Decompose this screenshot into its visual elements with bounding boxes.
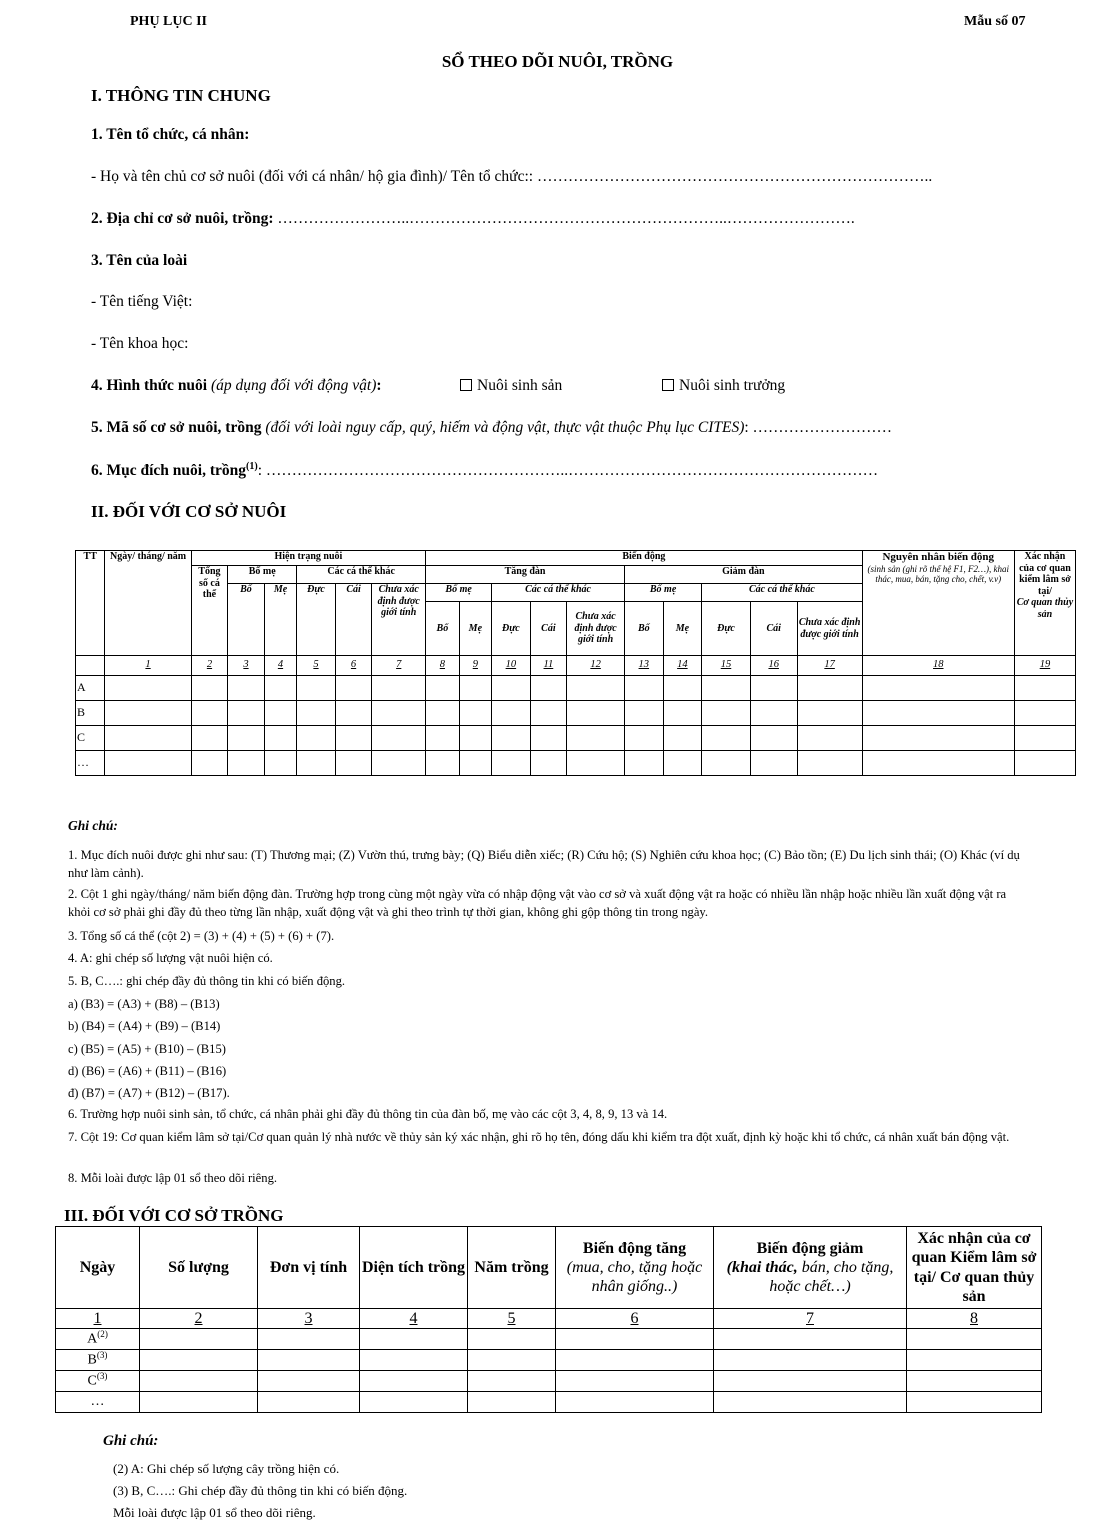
th-total: Tổng số cá thể xyxy=(191,566,228,656)
cell[interactable] xyxy=(264,676,296,701)
item-5-label: 5. Mã số cơ sở nuôi, trồng xyxy=(91,419,266,436)
cell[interactable] xyxy=(556,1350,714,1371)
cell[interactable] xyxy=(625,676,664,701)
cell[interactable] xyxy=(750,701,797,726)
cell[interactable] xyxy=(862,701,1014,726)
item-3-label: 3. Tên của loài xyxy=(91,252,188,269)
cell[interactable] xyxy=(372,701,426,726)
section-1-title: I. THÔNG TIN CHUNG xyxy=(91,86,271,105)
th-inc-male: Đực xyxy=(492,602,531,656)
cell[interactable] xyxy=(140,1371,258,1392)
cell[interactable] xyxy=(459,701,491,726)
cell[interactable] xyxy=(191,726,228,751)
livestock-table xyxy=(75,550,1076,776)
th-dec-male: Đực xyxy=(702,602,751,656)
cell[interactable] xyxy=(567,701,625,726)
note-5e: đ) (B7) = (A7) + (B12) – (B17). xyxy=(68,1086,230,1100)
item-6-label: 6. Mục đích nuôi, trồng xyxy=(91,462,247,480)
th-date: Ngày/ tháng/ năm xyxy=(105,551,191,656)
cell[interactable] xyxy=(468,1392,556,1413)
cell[interactable] xyxy=(797,726,862,751)
th-mother: Mẹ xyxy=(264,584,296,656)
plant-note-2: (3) B, C….: Ghi chép đầy đủ thông tin khi có biến động. xyxy=(113,1483,408,1498)
table-row xyxy=(56,1350,1042,1371)
th-cause-main: Nguyên nhân biến động xyxy=(882,551,995,563)
th-inc-female: Cái xyxy=(530,602,567,656)
plant-note-3: Mỗi loài được lập 01 sổ theo dõi riêng. xyxy=(113,1505,316,1520)
cell[interactable] xyxy=(492,701,531,726)
th-day: Ngày xyxy=(56,1227,140,1309)
col-num: 1 xyxy=(105,656,191,676)
item-4-note: (áp dụng đối với động vật) xyxy=(211,377,377,394)
cell[interactable] xyxy=(530,676,567,701)
cell[interactable] xyxy=(530,701,567,726)
col-num: 19 xyxy=(1014,656,1075,676)
col-num: 9 xyxy=(459,656,491,676)
option-breeding-label: Nuôi sinh sản xyxy=(477,377,563,394)
item-1-label: 1. Tên tổ chức, cá nhân: xyxy=(91,126,250,143)
item-3-scientific-name: - Tên khoa học: xyxy=(91,335,189,352)
cell[interactable] xyxy=(663,676,702,701)
cell[interactable] xyxy=(140,1350,258,1371)
cell[interactable] xyxy=(663,726,702,751)
row-label-sup: (2) xyxy=(97,1329,108,1340)
form-number: Mẫu số 07 xyxy=(964,14,1026,29)
th-inc-undetermined: Chưa xác định được giới tính xyxy=(567,602,625,656)
col-num: 4 xyxy=(360,1309,468,1329)
cell[interactable] xyxy=(492,751,531,776)
row-label: A xyxy=(76,676,105,701)
cell[interactable] xyxy=(335,701,372,726)
cell[interactable] xyxy=(426,701,459,726)
th-decrease-sub-bold: (khai thác, xyxy=(726,1258,798,1276)
plant-column-number-row xyxy=(56,1309,1042,1329)
table-row xyxy=(56,1392,1042,1413)
cell[interactable] xyxy=(228,726,265,751)
th-quantity: Số lượng xyxy=(140,1227,258,1309)
th-others: Các cá thể khác xyxy=(297,566,426,584)
cell[interactable] xyxy=(105,751,191,776)
section-3-title: III. ĐỐI VỚI CƠ SỞ TRỒNG xyxy=(64,1206,284,1225)
row-label xyxy=(56,1350,140,1371)
cell[interactable] xyxy=(468,1329,556,1350)
cell[interactable] xyxy=(556,1392,714,1413)
th-current: Hiện trạng nuôi xyxy=(191,551,425,566)
cell[interactable] xyxy=(258,1392,360,1413)
cell[interactable] xyxy=(258,1371,360,1392)
cell[interactable] xyxy=(625,726,664,751)
col-num: 8 xyxy=(426,656,459,676)
cell[interactable] xyxy=(750,676,797,701)
th-dec-undetermined: Chưa xác định được giới tính xyxy=(797,602,862,656)
cell[interactable] xyxy=(426,726,459,751)
row-label xyxy=(56,1371,140,1392)
item-5-note: (đối với loài nguy cấp, quý, hiếm và động vật, thực vật thuộc Phụ lục CITES) xyxy=(265,419,745,436)
cell[interactable] xyxy=(459,726,491,751)
cell[interactable] xyxy=(191,751,228,776)
cell[interactable] xyxy=(459,751,491,776)
cell[interactable] xyxy=(907,1350,1042,1371)
cell[interactable] xyxy=(264,701,296,726)
note-5a: a) (B3) = (A3) + (B8) – (B13) xyxy=(68,997,220,1011)
th-father: Bố xyxy=(228,584,265,656)
cell[interactable] xyxy=(1014,726,1075,751)
row-label-sup: (3) xyxy=(96,1371,108,1382)
cell[interactable] xyxy=(360,1350,468,1371)
cell[interactable] xyxy=(258,1329,360,1350)
th-inc-parents: Bố mẹ xyxy=(426,584,492,602)
table-row xyxy=(56,1329,1042,1350)
th-dec-mother: Mẹ xyxy=(663,602,702,656)
col-num: 17 xyxy=(797,656,862,676)
option-growing-label: Nuôi sinh trưởng xyxy=(679,377,786,394)
cell[interactable] xyxy=(530,751,567,776)
note-6: 6. Trường hợp nuôi sinh sản, tổ chức, cá nhân phải ghi đầy đủ thông tin của đàn bố, mẹ vào các cột 3, 4, 8, 9, 13 và 14. xyxy=(68,1107,668,1121)
cell[interactable] xyxy=(105,676,191,701)
cell[interactable] xyxy=(750,726,797,751)
th-confirm xyxy=(1014,551,1075,656)
cell[interactable] xyxy=(907,1371,1042,1392)
th-change: Biến động xyxy=(426,551,863,566)
item-4-label: 4. Hình thức nuôi xyxy=(91,377,211,394)
col-num: 12 xyxy=(567,656,625,676)
cell[interactable] xyxy=(360,1371,468,1392)
annex-label: PHỤ LỤC II xyxy=(130,14,208,29)
cell[interactable] xyxy=(426,676,459,701)
th-inc-father: Bố xyxy=(426,602,459,656)
cell[interactable] xyxy=(105,701,191,726)
checkbox-icon[interactable] xyxy=(460,379,472,391)
plant-note-1: (2) A: Ghi chép số lượng cây trồng hiện có. xyxy=(113,1461,340,1476)
th-confirm-italic: Cơ quan thủy sản xyxy=(1016,597,1074,620)
checkbox-icon[interactable] xyxy=(662,379,674,391)
cell[interactable] xyxy=(297,751,336,776)
th-increase: Tăng đàn xyxy=(426,566,625,584)
th-male: Đực xyxy=(297,584,336,656)
col-num: 1 xyxy=(56,1309,140,1329)
cell[interactable] xyxy=(862,751,1014,776)
column-number-row xyxy=(76,656,1076,676)
item-3-vietnamese-name: - Tên tiếng Việt: xyxy=(91,293,193,310)
th-undetermined: Chưa xác định được giới tính xyxy=(372,584,426,656)
item-1-owner-label: - Họ và tên chủ cơ sở nuôi (đối với cá nhân/ hộ gia đình)/ Tên tổ chức:: xyxy=(91,168,537,185)
row-label-text: … xyxy=(90,1393,105,1409)
note-5d: d) (B6) = (A6) + (B11) – (B16) xyxy=(68,1064,227,1078)
col-num: 2 xyxy=(140,1309,258,1329)
cell[interactable] xyxy=(228,751,265,776)
plant-header-row xyxy=(56,1227,1042,1309)
item-5-line xyxy=(91,419,892,437)
th-dec-female: Cái xyxy=(750,602,797,656)
cell[interactable] xyxy=(750,751,797,776)
cell[interactable] xyxy=(264,726,296,751)
col-num: 15 xyxy=(702,656,751,676)
th-dec-parents: Bố mẹ xyxy=(625,584,702,602)
th-dec-others: Các cá thể khác xyxy=(702,584,863,602)
cell[interactable] xyxy=(1014,751,1075,776)
th-decrease xyxy=(714,1227,907,1309)
cell[interactable] xyxy=(702,676,751,701)
note-3: 3. Tổng số cá thể (cột 2) = (3) + (4) + (5) + (6) + (7). xyxy=(68,929,335,943)
th-female: Cái xyxy=(335,584,372,656)
item-4-line xyxy=(91,377,382,395)
th-dec-father: Bố xyxy=(625,602,664,656)
col-num: 13 xyxy=(625,656,664,676)
cell[interactable] xyxy=(335,726,372,751)
col-num: 2 xyxy=(191,656,228,676)
cell[interactable] xyxy=(140,1329,258,1350)
col-num: 8 xyxy=(907,1309,1042,1329)
note-1: 1. Mục đích nuôi được ghi như sau: (T) Thương mại; (Z) Vườn thú, trưng bày; (Q) Biểu diễn xiếc; (R) Cứu hộ; (S) Nghiên cứu khoa học; (C) Bảo tồn; (E) Du lịch sinh thái; (O) Khác (ví dụ như làm cảnh). xyxy=(68,848,1020,880)
cell[interactable] xyxy=(105,726,191,751)
cell[interactable] xyxy=(714,1371,907,1392)
cell[interactable] xyxy=(492,726,531,751)
cell[interactable] xyxy=(663,751,702,776)
th-inc-others: Các cá thể khác xyxy=(492,584,625,602)
cell[interactable] xyxy=(663,701,702,726)
note-8: 8. Mỗi loài được lập 01 sổ theo dõi riêng. xyxy=(68,1171,278,1185)
cell[interactable] xyxy=(907,1329,1042,1350)
cell[interactable] xyxy=(492,676,531,701)
cell[interactable] xyxy=(360,1392,468,1413)
cell[interactable] xyxy=(372,726,426,751)
cell[interactable] xyxy=(714,1329,907,1350)
th-decrease-sub: bán, cho tặng, hoặc chết…) xyxy=(769,1258,894,1296)
col-num: 4 xyxy=(264,656,296,676)
cell[interactable] xyxy=(567,676,625,701)
col-num: 7 xyxy=(372,656,426,676)
cell[interactable] xyxy=(702,726,751,751)
item-2-line xyxy=(91,210,855,228)
note-2: 2. Cột 1 ghi ngày/tháng/ năm biến động đàn. Trường hợp trong cùng một ngày vừa có nhập động vật vào cơ sở và xuất động vật ra hoặc có nhiều lần nhập hoặc nhiều lần xuất động vật ra khỏi cơ sở phải ghi đầy đủ theo từng lần nhập, xuất động vật và ghi theo trình tự thời gian, không ghi gộp thông tin trong ngày. xyxy=(68,887,1007,919)
item-6-purpose-field[interactable]: : …………………………………………………..…………………………………………………… xyxy=(257,462,879,480)
col-num: 3 xyxy=(228,656,265,676)
note-5: 5. B, C….: ghi chép đầy đủ thông tin khi có biến động. xyxy=(68,974,346,988)
cell[interactable] xyxy=(258,1350,360,1371)
col-num: 6 xyxy=(556,1309,714,1329)
cell[interactable] xyxy=(372,676,426,701)
cell[interactable] xyxy=(297,701,336,726)
col-num: 5 xyxy=(297,656,336,676)
col-num: 3 xyxy=(258,1309,360,1329)
cell[interactable] xyxy=(567,751,625,776)
col-num: 5 xyxy=(468,1309,556,1329)
document-title: SỔ THEO DÕI NUÔI, TRỒNG xyxy=(441,52,674,71)
note-7: 7. Cột 19: Cơ quan kiểm lâm sở tại/Cơ quan quản lý nhà nước về thủy sản ký xác nhận, ghi rõ họ tên, đóng dấu khi kiểm tra đột xuất, định kỳ hoặc khi tổ chức, cá nhân xuất bán động vật. xyxy=(68,1130,1010,1144)
row-label-text: C xyxy=(87,1374,97,1390)
th-inc-mother: Mẹ xyxy=(459,602,491,656)
th-tt: TT xyxy=(76,551,105,656)
row-label: C xyxy=(76,726,105,751)
cell[interactable] xyxy=(1014,676,1075,701)
item-2-address-field[interactable]: ……………………..……………………………………………………..……………………. xyxy=(277,210,855,227)
col-num: 6 xyxy=(335,656,372,676)
cell[interactable] xyxy=(556,1329,714,1350)
cell[interactable] xyxy=(335,751,372,776)
cell[interactable] xyxy=(797,701,862,726)
th-confirm-main: Xác nhận của cơ quan kiểm lâm sở tại/ xyxy=(1019,551,1071,597)
cell[interactable] xyxy=(714,1392,907,1413)
col-num: 14 xyxy=(663,656,702,676)
row-label: B xyxy=(76,701,105,726)
th-decrease: Giảm đàn xyxy=(625,566,863,584)
th-confirm: Xác nhận của cơ quan Kiểm lâm sở tại/ Cơ quan thủy sản xyxy=(907,1227,1042,1309)
cell[interactable] xyxy=(797,751,862,776)
item-2-label: 2. Địa chỉ cơ sở nuôi, trồng: xyxy=(91,210,278,227)
note-4: 4. A: ghi chép số lượng vật nuôi hiện có. xyxy=(68,951,273,965)
row-label xyxy=(56,1329,140,1350)
cell[interactable] xyxy=(556,1371,714,1392)
option-growing[interactable] xyxy=(662,377,785,395)
th-decrease-main: Biến động giảm xyxy=(756,1239,864,1257)
table-row xyxy=(76,701,1076,726)
col-num: 18 xyxy=(862,656,1014,676)
th-increase-sub: (mua, cho, tặng hoặc nhân giống..) xyxy=(566,1258,703,1296)
col-num: 11 xyxy=(530,656,567,676)
plant-notes-title: Ghi chú: xyxy=(103,1433,159,1449)
row-label-sup: (3) xyxy=(96,1350,108,1361)
cell[interactable] xyxy=(191,701,228,726)
row-label-text: A xyxy=(87,1332,98,1348)
cell[interactable] xyxy=(702,701,751,726)
item-1-owner-line xyxy=(91,168,932,186)
row-label: … xyxy=(76,751,105,776)
cell[interactable] xyxy=(228,676,265,701)
cell[interactable] xyxy=(1014,701,1075,726)
th-increase-main: Biến động tăng xyxy=(582,1239,687,1257)
item-4-colon: : xyxy=(376,377,382,394)
note-5c: c) (B5) = (A5) + (B10) – (B15) xyxy=(68,1042,226,1056)
cell[interactable] xyxy=(567,726,625,751)
cell[interactable] xyxy=(862,676,1014,701)
cell[interactable] xyxy=(797,676,862,701)
table-row xyxy=(76,726,1076,751)
cell[interactable] xyxy=(297,676,336,701)
note-5b: b) (B4) = (A4) + (B9) – (B14) xyxy=(68,1019,221,1033)
cell[interactable] xyxy=(702,751,751,776)
cell[interactable] xyxy=(426,751,459,776)
notes-title: Ghi chú: xyxy=(68,818,118,833)
th-increase xyxy=(556,1227,714,1309)
th-cause xyxy=(862,551,1014,656)
plant-table xyxy=(55,1226,1042,1413)
cell[interactable] xyxy=(335,676,372,701)
th-cause-note: (sinh sản (ghi rõ thế hệ F1, F2…), khai thác, mua, bán, tặng cho, chết, v.v) xyxy=(867,563,1009,584)
col-num: 7 xyxy=(714,1309,907,1329)
table-row xyxy=(76,676,1076,701)
cell[interactable] xyxy=(360,1329,468,1350)
cell[interactable] xyxy=(625,751,664,776)
item-6-line xyxy=(91,461,878,480)
th-parents: Bố mẹ xyxy=(228,566,297,584)
row-label xyxy=(56,1392,140,1413)
cell[interactable] xyxy=(297,726,336,751)
section-2-title: II. ĐỐI VỚI CƠ SỞ NUÔI xyxy=(91,502,287,521)
item-6-sup: (1) xyxy=(246,461,258,472)
col-num-blank xyxy=(76,656,105,676)
option-breeding[interactable] xyxy=(460,377,562,395)
cell[interactable] xyxy=(530,726,567,751)
table-row xyxy=(76,751,1076,776)
cell[interactable] xyxy=(264,751,296,776)
item-1-owner-field[interactable]: ………………………………………………………………….. xyxy=(536,168,933,185)
cell[interactable] xyxy=(714,1350,907,1371)
cell[interactable] xyxy=(459,676,491,701)
item-5-code-field[interactable]: : ……………………… xyxy=(744,419,893,436)
col-num: 16 xyxy=(750,656,797,676)
cell[interactable] xyxy=(372,751,426,776)
row-label-text: B xyxy=(87,1353,97,1369)
cell[interactable] xyxy=(468,1350,556,1371)
col-num: 10 xyxy=(492,656,531,676)
cell[interactable] xyxy=(862,726,1014,751)
cell[interactable] xyxy=(625,701,664,726)
th-year: Năm trồng xyxy=(468,1227,556,1309)
cell[interactable] xyxy=(140,1392,258,1413)
cell[interactable] xyxy=(191,676,228,701)
cell[interactable] xyxy=(907,1392,1042,1413)
cell[interactable] xyxy=(468,1371,556,1392)
table-row xyxy=(56,1371,1042,1392)
th-area: Diện tích trồng xyxy=(360,1227,468,1309)
th-unit: Đơn vị tính xyxy=(258,1227,360,1309)
cell[interactable] xyxy=(228,701,265,726)
